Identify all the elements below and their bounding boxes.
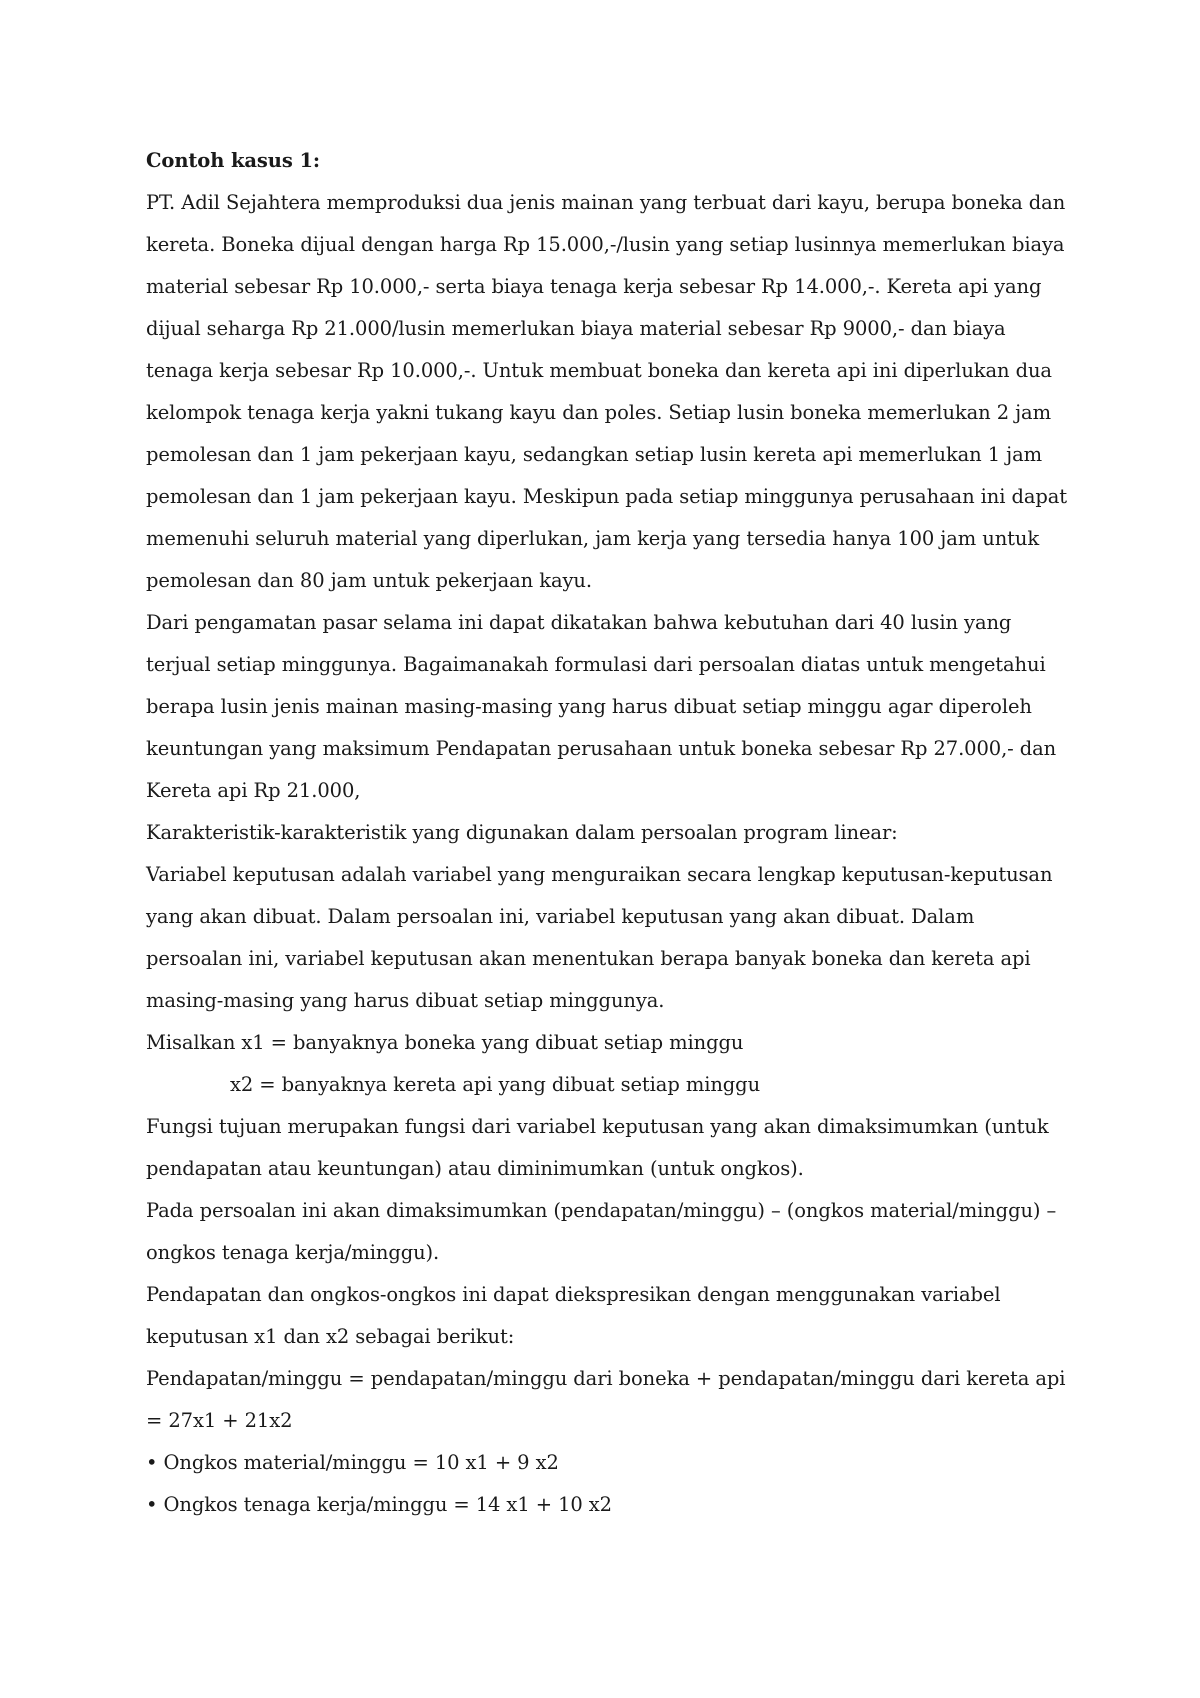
objective-function-paragraph: Fungsi tujuan merupakan fungsi dari variabel keputusan yang akan dimaksimumkan (untuk pendapatan atau keuntungan) atau diminimumkan (untuk ongkos). bbox=[146, 1115, 1049, 1180]
maximize-statement: Pada persoalan ini akan dimaksimumkan (pendapatan/minggu) – (ongkos material/minggu) – ongkos tenaga kerja/minggu). bbox=[146, 1199, 1057, 1264]
characteristics-intro: Karakteristik-karakteristik yang digunakan dalam persoalan program linear: bbox=[146, 821, 898, 844]
document-body bbox=[146, 140, 1076, 1526]
decision-variable-paragraph: Variabel keputusan adalah variabel yang menguraikan secara lengkap keputusan-keputusan yang akan dibuat. Dalam persoalan ini, variabel keputusan yang akan dibuat. Dalam persoalan ini, variabel keputusan akan menentukan berapa banyak boneka dan kereta api masing-masing yang harus dibuat setiap minggunya. bbox=[146, 863, 1053, 1012]
labor-cost-bullet: • Ongkos tenaga kerja/minggu = 14 x1 + 10 x2 bbox=[146, 1493, 612, 1516]
case-heading: Contoh kasus 1: bbox=[146, 149, 321, 172]
revenue-formula: Pendapatan/minggu = pendapatan/minggu dari boneka + pendapatan/minggu dari kereta api = 27x1 + 21x2 bbox=[146, 1367, 1066, 1432]
expression-intro: Pendapatan dan ongkos-ongkos ini dapat diekspresikan dengan menggunakan variabel keputusan x1 dan x2 sebagai berikut: bbox=[146, 1283, 1001, 1348]
material-cost-bullet: • Ongkos material/minggu = 10 x1 + 9 x2 bbox=[146, 1451, 559, 1474]
problem-description-paragraph: PT. Adil Sejahtera memproduksi dua jenis mainan yang terbuat dari kayu, berupa boneka dan kereta. Boneka dijual dengan harga Rp 15.000,-/lusin yang setiap lusinnya memerlukan biaya material sebesar Rp 10.000,- serta biaya tenaga kerja sebesar Rp 14.000,-. Kereta api yang dijual seharga Rp 21.000/lusin memerlukan biaya material sebesar Rp 9000,- dan biaya tenaga kerja sebesar Rp 10.000,-. Untuk membuat boneka dan kereta api ini diperlukan dua kelompok tenaga kerja yakni tukang kayu dan poles. Setiap lusin boneka memerlukan 2 jam pemolesan dan 1 jam pekerjaan kayu, sedangkan setiap lusin kereta api memerlukan 1 jam pemolesan dan 1 jam pekerjaan kayu. Meskipun pada setiap minggunya perusahaan ini dapat memenuhi seluruh material yang diperlukan, jam kerja yang tersedia hanya 100 jam untuk pemolesan dan 80 jam untuk pekerjaan kayu. bbox=[146, 191, 1068, 592]
variable-x1-definition: Misalkan x1 = banyaknya boneka yang dibuat setiap minggu bbox=[146, 1031, 744, 1054]
variable-x2-definition: x2 = banyaknya kereta api yang dibuat setiap minggu bbox=[230, 1073, 761, 1096]
market-observation-paragraph: Dari pengamatan pasar selama ini dapat dikatakan bahwa kebutuhan dari 40 lusin yang terjual setiap minggunya. Bagaimanakah formulasi dari persoalan diatas untuk mengetahui berapa lusin jenis mainan masing-masing yang harus dibuat setiap minggu agar diperoleh keuntungan yang maksimum Pendapatan perusahaan untuk boneka sebesar Rp 27.000,- dan Kereta api Rp 21.000, bbox=[146, 611, 1057, 802]
